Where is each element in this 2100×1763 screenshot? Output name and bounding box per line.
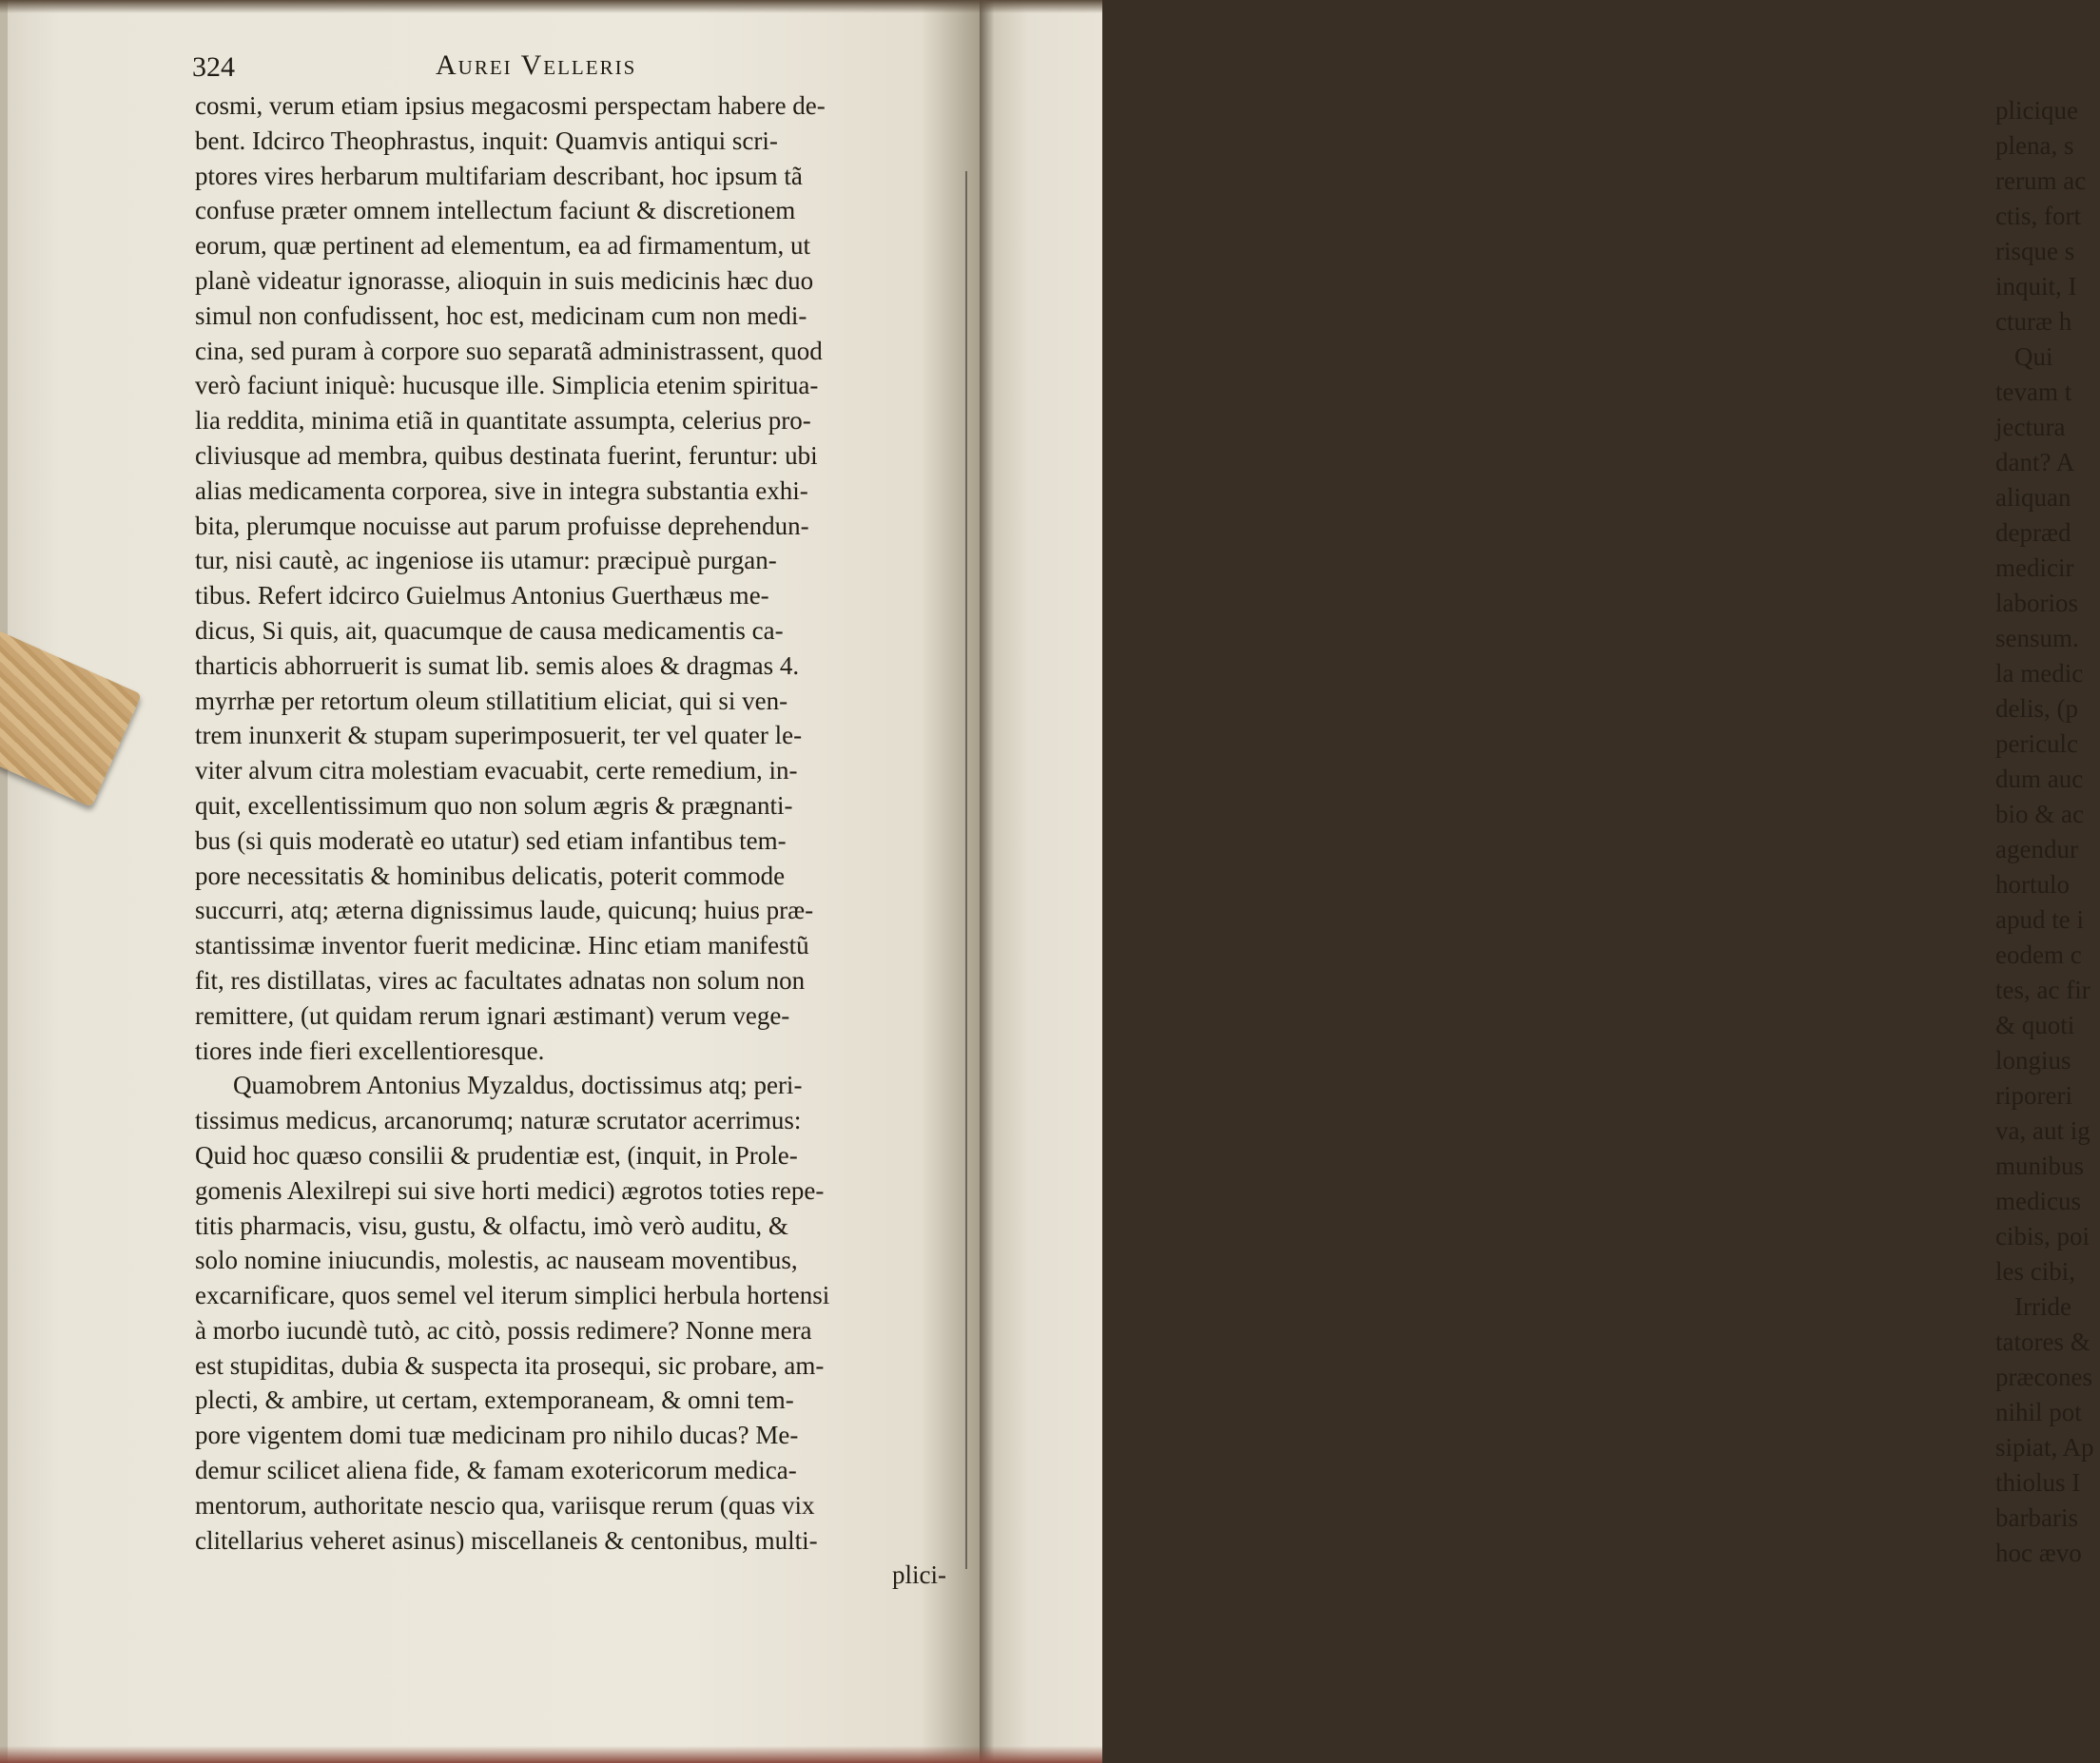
text-line: tissimus medicus, arcanorumq; naturæ scrutator acerrimus:: [195, 1106, 802, 1135]
text-line: tevam t: [1995, 378, 2072, 406]
text-line: rerum ac: [1995, 166, 2087, 195]
text-line: tes, ac fir: [1995, 976, 2090, 1004]
text-line: dum auc: [1995, 765, 2084, 793]
text-line: depræd: [1995, 518, 2071, 547]
text-line: medicir: [1995, 553, 2074, 582]
text-line: eodem c: [1995, 940, 2082, 969]
text-line: inquit, I: [1995, 272, 2077, 300]
text-line: nihil pot: [1995, 1398, 2082, 1426]
text-line: præcones: [1995, 1363, 2092, 1391]
text-line: ctis, fort: [1995, 202, 2081, 230]
text-line: agendur: [1995, 835, 2078, 863]
text-line: mentorum, authoritate nescio qua, variisque rerum (quas vix: [195, 1490, 815, 1520]
text-line: Quid hoc quæso consilii & prudentiæ est, (inquit, in Prole-: [195, 1140, 798, 1170]
text-line: dicus, Si quis, ait, quacumque de causa medicamentis ca-: [195, 615, 784, 645]
text-line: est stupiditas, dubia & suspecta ita prosequi, sic probare, am-: [195, 1350, 825, 1380]
text-line: Quamobrem Antonius Myzaldus, doctissimus atq; peri-: [233, 1071, 803, 1100]
text-line: les cibi,: [1995, 1257, 2075, 1286]
left-page: [0, 0, 980, 1763]
text-line: planè videatur ignorasse, alioquin in suis medicinis hæc duo: [195, 265, 814, 295]
text-line: riporeri: [1995, 1081, 2072, 1110]
text-line: medicus: [1995, 1187, 2081, 1215]
text-line: pore necessitatis & hominibus delicatis, poterit commode: [195, 861, 786, 890]
text-line: ptores vires herbarum multifariam describant, hoc ipsum tã: [195, 161, 803, 190]
right-page: [980, 0, 2094, 1763]
text-line: longius: [1995, 1046, 2071, 1075]
text-line: stantissimæ inventor fuerit medicinæ. Hinc etiam manifestũ: [195, 931, 809, 960]
text-line: alias medicamenta corporea, sive in integra substantia exhi-: [195, 475, 808, 505]
text-line: laborios: [1995, 589, 2078, 617]
text-line: cliviusque ad membra, quibus destinata fuerint, feruntur: ubi: [195, 440, 818, 470]
text-line: gomenis Alexilrepi sui sive horti medici) ægrotos toties repe-: [195, 1175, 825, 1205]
text-line: succurri, atq; æterna dignissimus laude, quicunq; huius præ-: [195, 896, 814, 925]
text-line: dant? A: [1995, 448, 2075, 476]
text-line: solo nomine iniucundis, molestis, ac nauseam moventibus,: [195, 1246, 798, 1275]
text-line: Qui: [2014, 342, 2053, 371]
text-line: plena, s: [1995, 131, 2074, 160]
text-line: clitellarius veheret asinus) miscellaneis & centonibus, multi-: [195, 1525, 818, 1555]
text-line: thiolus I: [1995, 1468, 2081, 1497]
text-line: risque s: [1995, 237, 2075, 265]
text-line: va, aut ig: [1995, 1116, 2090, 1145]
page-edge: [0, 0, 8, 1763]
text-line: à morbo iucundè tutò, ac citò, possis redimere? Nonne mera: [195, 1315, 812, 1345]
text-line: Irride: [2014, 1292, 2071, 1321]
text-line: la medic: [1995, 659, 2084, 688]
text-line: cosmi, verum etiam ipsius megacosmi perspectam habere de-: [195, 91, 826, 120]
text-line: excarnificare, quos semel vel iterum simplici herbula hortensi: [195, 1281, 830, 1310]
text-line: confuse præter omnem intellectum faciunt & discretionem: [195, 196, 796, 225]
text-line: tatores &: [1995, 1327, 2090, 1356]
text-line: verò faciunt iniquè: hucusque ille. Simplicia etenim spiritua-: [195, 371, 819, 400]
text-line: plicique: [1995, 96, 2078, 125]
text-line: titis pharmacis, visu, gustu, & olfactu, imò verò auditu, &: [195, 1211, 788, 1240]
text-line: sensum.: [1995, 624, 2079, 652]
text-line: quit, excellentissimum quo non solum ægris & prægnanti-: [195, 790, 793, 820]
top-edge: [0, 0, 1102, 13]
text-line: hoc ævo: [1995, 1539, 2082, 1567]
page-number: 324: [192, 51, 235, 83]
text-line: tiores inde fieri excellentioresque.: [195, 1036, 545, 1065]
text-line: periculc: [1995, 729, 2078, 758]
text-line: bita, plerumque nocuisse aut parum profuisse deprehendun-: [195, 511, 809, 540]
text-line: plecti, & ambire, ut certam, extemporaneam, & omni tem-: [195, 1385, 794, 1415]
text-line: bio & ac: [1995, 800, 2084, 828]
bottom-edge: [0, 1746, 1102, 1763]
text-line: apud te i: [1995, 905, 2084, 934]
text-line: tur, nisi cautè, ac ingeniose iis utamur: præcipuè purgan-: [195, 546, 777, 575]
body-text: [195, 88, 956, 1593]
text-line: cina, sed puram à corpore suo separatã administrassent, quod: [195, 336, 823, 365]
text-line: cibis, poi: [1995, 1222, 2090, 1250]
text-line: sipiat, Ap: [1995, 1433, 2094, 1462]
text-line: demur scilicet aliena fide, & famam exotericorum medica-: [195, 1456, 797, 1485]
text-line: jectura: [1995, 413, 2066, 441]
text-line: viter alvum citra molestiam evacuabit, certe remedium, in-: [195, 756, 798, 785]
text-line: tibus. Refert idcirco Guielmus Antonius Guerthæus me-: [195, 581, 769, 610]
text-line: & quoti: [1995, 1011, 2075, 1039]
text-line: myrrhæ per retortum oleum stillatitium eliciat, qui si ven-: [195, 686, 788, 715]
text-line: delis, (p: [1995, 694, 2078, 723]
gutter-shadow: [965, 171, 967, 1569]
running-head: Aurei Velleris: [436, 49, 637, 81]
text-line: aliquan: [1995, 483, 2071, 512]
text-line: cturæ h: [1995, 307, 2072, 336]
text-line: remittere, (ut quidam rerum ignari æstimant) verum vege-: [195, 1000, 790, 1030]
text-line: fit, res distillatas, vires ac facultates adnatas non solum non: [195, 965, 806, 995]
text-line: bus (si quis moderatè eo utatur) sed etiam infantibus tem-: [195, 825, 787, 855]
text-line: simul non confudissent, hoc est, medicinam cum non medi-: [195, 300, 807, 330]
text-line: lia reddita, minima etiã in quantitate assumpta, celerius pro-: [195, 406, 811, 436]
catchword: plici-: [892, 1560, 946, 1590]
text-line: pore vigentem domi tuæ medicinam pro nihilo ducas? Me-: [195, 1421, 799, 1450]
text-line: tharticis abhorruerit is sumat lib. semis aloes & dragmas 4.: [195, 650, 800, 680]
text-line: hortulo: [1995, 870, 2070, 899]
text-line: bent. Idcirco Theophrastus, inquit: Quamvis antiqui scri-: [195, 126, 778, 155]
text-line: munibus: [1995, 1152, 2085, 1180]
text-line: barbaris: [1995, 1503, 2078, 1532]
text-line: eorum, quæ pertinent ad elementum, ea ad firmamentum, ut: [195, 231, 811, 261]
right-page-text: [1995, 93, 2100, 1571]
text-line: trem inunxerit & stupam superimposuerit, ter vel quater le-: [195, 721, 803, 750]
